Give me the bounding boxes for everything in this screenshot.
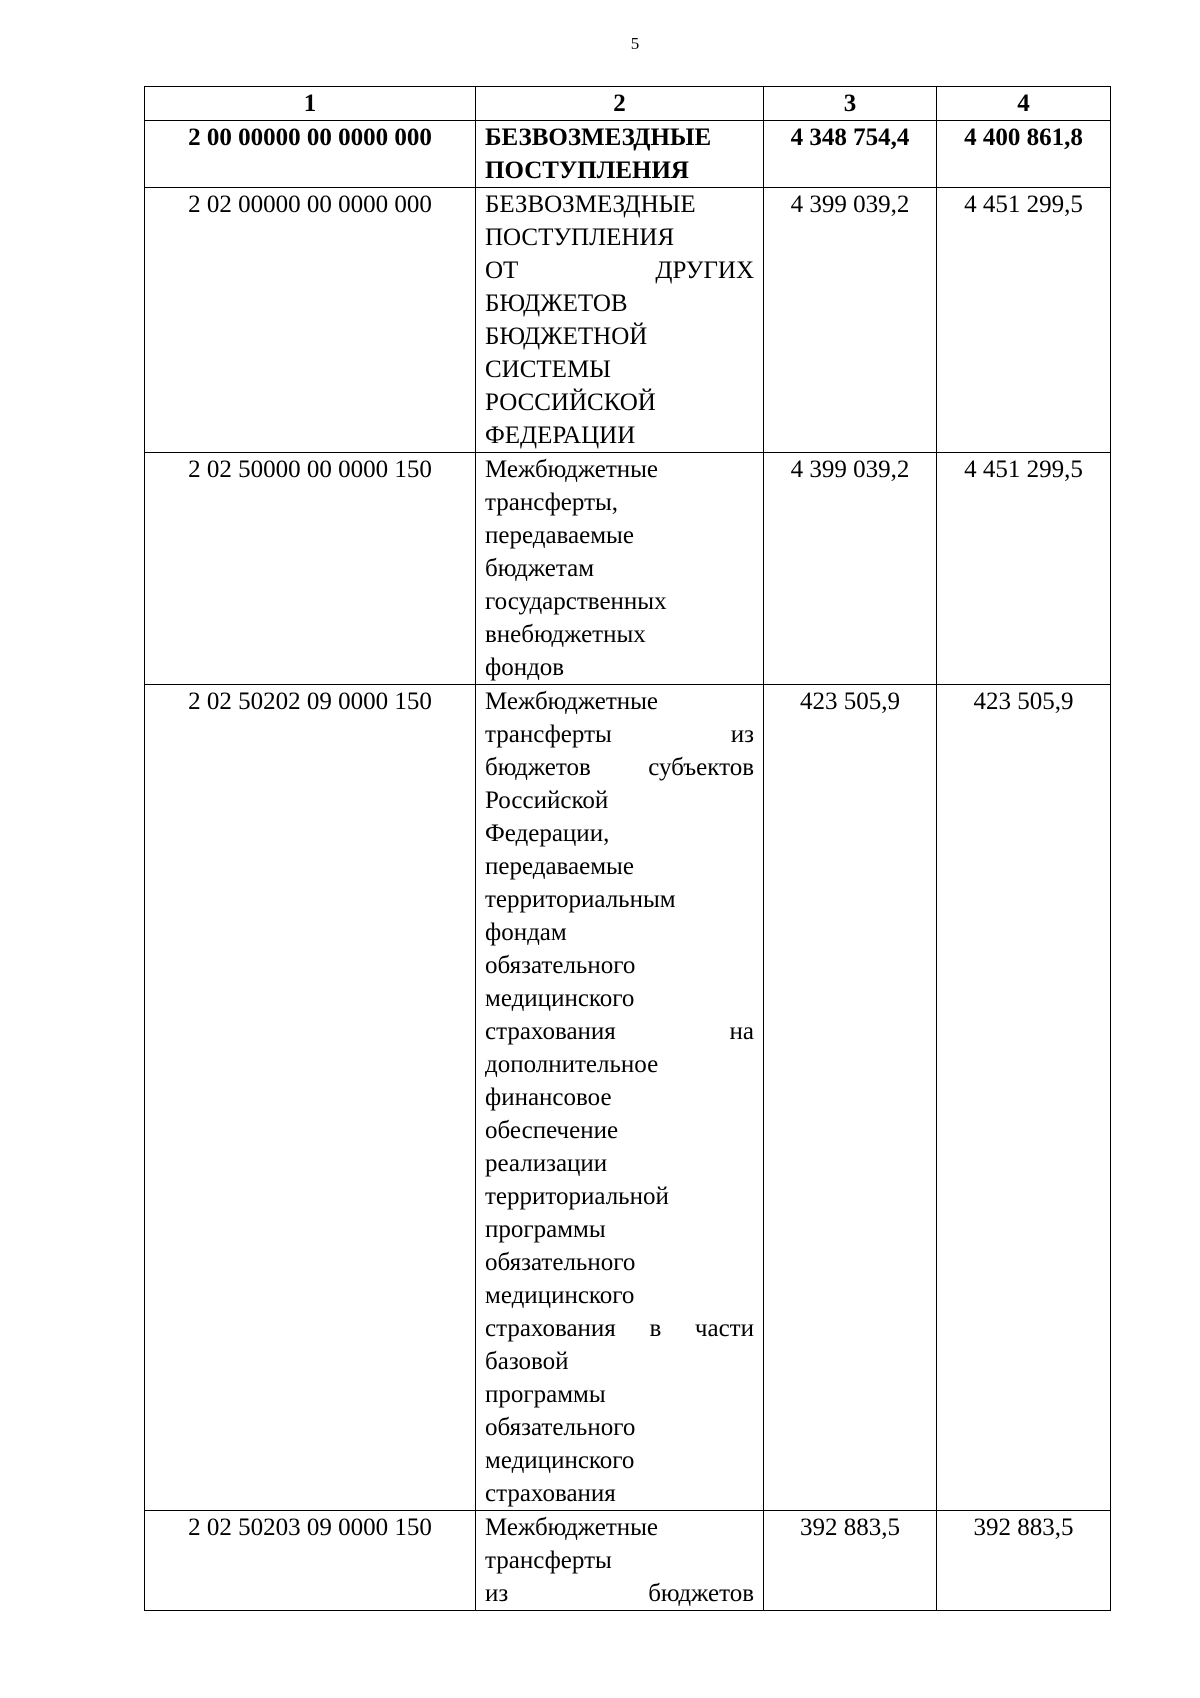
budget-code-cell: 2 02 50000 00 0000 150 bbox=[145, 453, 476, 685]
amount-year-1-cell: 4 399 039,2 bbox=[764, 453, 937, 685]
budget-code-cell: 2 02 50202 09 0000 150 bbox=[145, 685, 476, 1511]
revenue-name-cell: БЕЗВОЗМЕЗДНЫЕ ПОСТУПЛЕНИЯ ОТ ДРУГИХ БЮДЖЕТОВ БЮДЖЕТНОЙ СИСТЕМЫ РОССИЙСКОЙ ФЕДЕРАЦИИ bbox=[476, 188, 764, 453]
table-row bbox=[145, 685, 1111, 1511]
amount-year-1-cell: 4 399 039,2 bbox=[764, 188, 937, 453]
table-row bbox=[145, 453, 1111, 685]
revenue-name-cell: Межбюджетные трансферты, передаваемые бюджетам государственных внебюджетных фондов bbox=[476, 453, 764, 685]
table-body bbox=[145, 121, 1111, 1611]
amount-year-2-cell: 392 883,5 bbox=[937, 1511, 1111, 1611]
column-header: 3 bbox=[764, 87, 937, 121]
table-row bbox=[145, 121, 1111, 188]
table-row bbox=[145, 188, 1111, 453]
amount-year-2-cell: 423 505,9 bbox=[937, 685, 1111, 1511]
amount-year-2-cell: 4 451 299,5 bbox=[937, 188, 1111, 453]
amount-year-1-cell: 423 505,9 bbox=[764, 685, 937, 1511]
revenue-name-cell: БЕЗВОЗМЕЗДНЫЕ ПОСТУПЛЕНИЯ bbox=[476, 121, 764, 188]
budget-code-cell: 2 02 50203 09 0000 150 bbox=[145, 1511, 476, 1611]
budget-code-cell: 2 00 00000 00 0000 000 bbox=[145, 121, 476, 188]
amount-year-1-cell: 392 883,5 bbox=[764, 1511, 937, 1611]
table-header-row bbox=[145, 87, 1111, 121]
amount-year-2-cell: 4 451 299,5 bbox=[937, 453, 1111, 685]
revenue-name-cell: Межбюджетные трансферты из бюджетов субъектов Российской Федерации, передаваемые территориальным фондам обязательного медицинского страхования на дополнительное финансовое обеспечение реализации территориальной программы обязательного медицинского страхования в части базовой программы обязательного медицинского страхования bbox=[476, 685, 764, 1511]
column-header: 2 bbox=[476, 87, 764, 121]
budget-code-cell: 2 02 00000 00 0000 000 bbox=[145, 188, 476, 453]
column-header: 1 bbox=[145, 87, 476, 121]
table-row bbox=[145, 1511, 1111, 1611]
revenue-name-cell: Межбюджетные трансферты из бюджетов bbox=[476, 1511, 764, 1611]
budget-table bbox=[144, 86, 1111, 1611]
column-header: 4 bbox=[937, 87, 1111, 121]
amount-year-2-cell: 4 400 861,8 bbox=[937, 121, 1111, 188]
page-number: 5 bbox=[630, 34, 640, 53]
amount-year-1-cell: 4 348 754,4 bbox=[764, 121, 937, 188]
